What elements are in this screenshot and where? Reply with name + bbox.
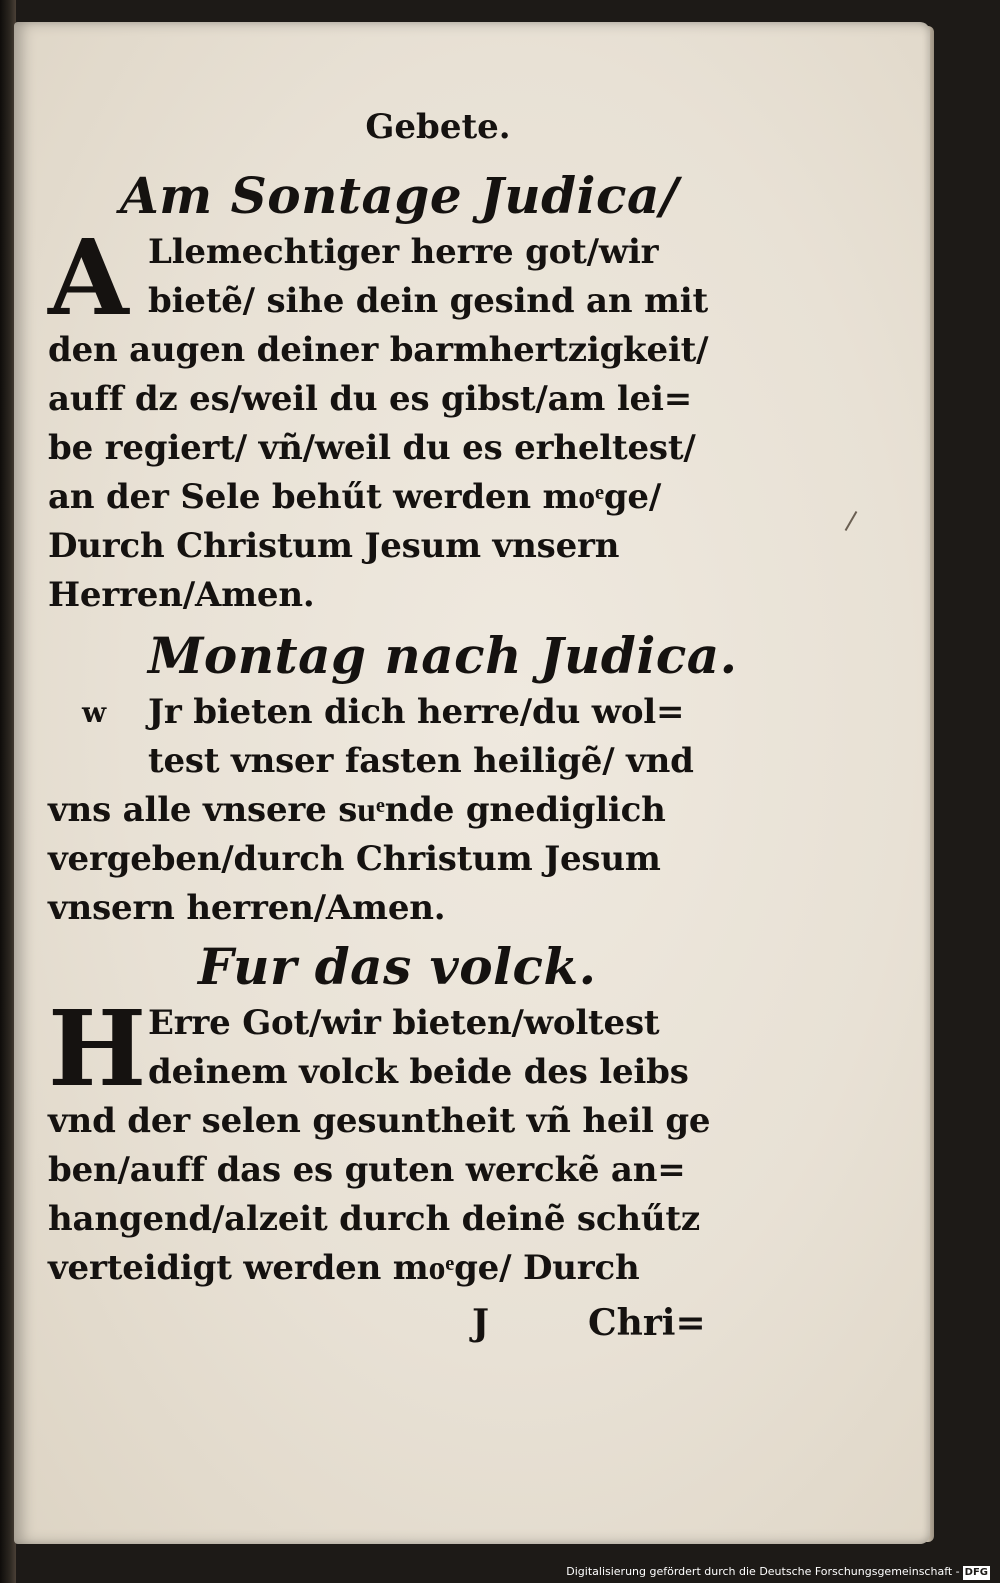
heading-montag-judica: Montag nach Judica. xyxy=(148,626,738,685)
drop-capital-a: A xyxy=(48,216,129,339)
text-line: Jr bieten dich herre/du wol= xyxy=(148,692,685,732)
text-line: Erre Got/wir bieten/woltest xyxy=(148,1003,660,1043)
signature-mark: J xyxy=(472,1302,490,1344)
text-line: vergeben/durch Christum Jesum xyxy=(48,839,661,879)
digitization-credit xyxy=(566,1565,990,1580)
catchword: Chri= xyxy=(588,1302,706,1344)
guide-letter: w xyxy=(82,696,107,729)
credit-text: Digitalisierung gefördert durch die Deutsche Forschungsgemeinschaft - xyxy=(566,1565,960,1578)
heading-sontage-judica: Am Sontage Judica/ xyxy=(120,166,679,225)
text-line: test vnser fasten heiligẽ/ vnd xyxy=(148,741,694,781)
page-text xyxy=(48,96,738,1351)
text-line: auff dz es/weil du es gibst/am lei= xyxy=(48,379,692,419)
running-header: Gebete. xyxy=(365,107,511,147)
text-line: vnd der selen gesuntheit vñ heil ge xyxy=(48,1101,711,1141)
prayer-fur-das-volck xyxy=(48,987,711,1293)
text-line: vnsern herren/Amen. xyxy=(48,888,446,928)
text-line: ben/auff das es guten werckẽ an= xyxy=(48,1150,686,1190)
text-line: vns alle vnsere suͤnde gnediglich xyxy=(48,790,666,830)
drop-capital-h: H xyxy=(48,987,147,1110)
text-line: be regiert/ vñ/weil du es erheltest/ xyxy=(48,428,696,468)
text-line: Durch Christum Jesum vnsern xyxy=(48,526,620,566)
prayer-montag-judica xyxy=(48,688,708,933)
text-line: den augen deiner barmhertzigkeit/ xyxy=(48,330,709,370)
text-line: deinem volck beide des leibs xyxy=(148,1052,689,1092)
text-line: Llemechtiger herre got/wir xyxy=(148,232,659,272)
text-line: Herren/Amen. xyxy=(48,575,315,615)
dfg-logo: DFG xyxy=(964,1567,988,1578)
text-line: verteidigt werden moͤge/ Durch xyxy=(48,1248,640,1288)
text-line: bietẽ/ sihe dein gesind an mit xyxy=(148,281,709,321)
text-line: an der Sele behűt werden moͤge/ xyxy=(48,477,662,517)
heading-fur-das-volck: Fur das volck. xyxy=(198,937,597,996)
text-line: hangend/alzeit durch deinẽ schűtz xyxy=(48,1199,701,1239)
prayer-sontage-judica xyxy=(48,216,709,620)
page-footer-line xyxy=(48,1295,708,1351)
